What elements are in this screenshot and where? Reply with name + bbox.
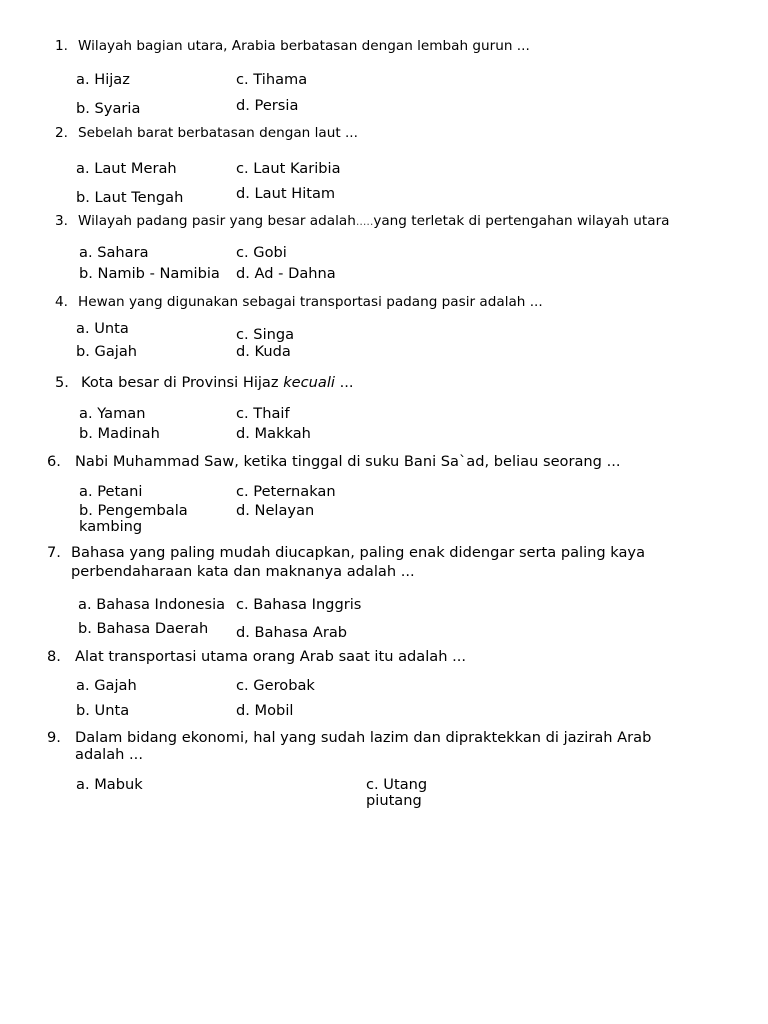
question-5-option-b: b. Madinah	[79, 425, 160, 442]
question-4-option-c: c. Singa	[236, 326, 295, 343]
question-8-number: 8.	[47, 648, 61, 665]
question-3-option-a: a. Sahara	[79, 244, 149, 261]
question-1-option-a: a. Hijaz	[76, 71, 130, 88]
question-5-text-italic: kecuali	[283, 374, 335, 391]
question-7-option-b: b. Bahasa Daerah	[78, 620, 209, 637]
question-5-number: 5.	[55, 374, 69, 391]
question-6-option-b-line2: kambing	[79, 518, 143, 535]
question-4-number: 4.	[55, 294, 68, 310]
question-4-text: Hewan yang digunakan sebagai transportasi padang pasir adalah ...	[78, 294, 543, 310]
question-3-option-c: c. Gobi	[236, 244, 287, 261]
question-1-option-c: c. Tihama	[236, 71, 308, 88]
question-1-number: 1.	[55, 38, 68, 54]
question-9-text-line2: adalah ...	[75, 746, 143, 763]
question-5-text-after: ...	[334, 374, 354, 391]
question-3-option-b: b. Namib - Namibia	[79, 265, 220, 282]
question-7-text-line2: perbendaharaan kata dan maknanya adalah ...	[71, 563, 415, 580]
question-1-option-b: b. Syaria	[76, 100, 141, 117]
question-6-option-c: c. Peternakan	[236, 483, 336, 500]
question-9-text-line1: Dalam bidang ekonomi, hal yang sudah lazim dan dipraktekkan di jazirah Arab	[75, 729, 652, 746]
question-5-option-d: d. Makkah	[236, 425, 311, 442]
question-5-option-a: a. Yaman	[79, 405, 146, 422]
question-6-option-d: d. Nelayan	[236, 502, 315, 519]
question-8-option-c: c. Gerobak	[236, 677, 315, 694]
question-2-option-b: b. Laut Tengah	[76, 189, 184, 206]
question-9-option-c-line1: c. Utang	[366, 776, 428, 793]
question-8-option-d: d. Mobil	[236, 702, 294, 719]
question-9-option-c-line2: piutang	[366, 792, 422, 809]
question-6-option-b-line1: b. Pengembala	[79, 502, 188, 519]
question-2-number: 2.	[55, 125, 68, 141]
question-7-text-line1: Bahasa yang paling mudah diucapkan, paling enak didengar serta paling kaya	[71, 544, 646, 561]
question-7-option-c: c. Bahasa Inggris	[236, 596, 362, 613]
question-4-option-b: b. Gajah	[76, 343, 138, 360]
question-2-option-d: d. Laut Hitam	[236, 185, 336, 202]
question-2-option-a: a. Laut Merah	[76, 160, 177, 177]
question-9-option-a: a. Mabuk	[76, 776, 143, 793]
question-3-blank-dots: .....	[355, 215, 374, 228]
question-1-text: Wilayah bagian utara, Arabia berbatasan dengan lembah gurun ...	[78, 38, 530, 54]
question-4-option-d: d. Kuda	[236, 343, 291, 360]
question-2-text: Sebelah barat berbatasan dengan laut ...	[78, 125, 358, 141]
question-3-text	[78, 214, 670, 230]
question-8-option-a: a. Gajah	[76, 677, 137, 694]
question-7-number: 7.	[47, 544, 61, 561]
question-6-option-a: a. Petani	[79, 483, 143, 500]
question-5-option-c: c. Thaif	[236, 405, 290, 422]
question-5-text	[81, 375, 354, 392]
question-8-text: Alat transportasi utama orang Arab saat itu adalah ...	[75, 648, 467, 665]
question-7-option-a: a. Bahasa Indonesia	[78, 596, 226, 613]
question-3-text-before: Wilayah padang pasir yang besar adalah	[78, 213, 356, 229]
question-3-text-after: yang terletak di pertengahan wilayah utara	[373, 213, 670, 229]
question-4-option-a: a. Unta	[76, 320, 129, 337]
question-6-text: Nabi Muhammad Saw, ketika tinggal di suku Bani Sa`ad, beliau seorang ...	[75, 453, 621, 470]
question-8-option-b: b. Unta	[76, 702, 130, 719]
question-3-number: 3.	[55, 213, 68, 229]
question-6-number: 6.	[47, 453, 61, 470]
question-5-text-before: Kota besar di Provinsi Hijaz	[81, 374, 284, 391]
question-9-number: 9.	[47, 729, 61, 746]
question-7-option-d: d. Bahasa Arab	[236, 624, 348, 641]
question-3-option-d: d. Ad - Dahna	[236, 265, 336, 282]
question-2-option-c: c. Laut Karibia	[236, 160, 341, 177]
question-1-option-d: d. Persia	[236, 97, 299, 114]
